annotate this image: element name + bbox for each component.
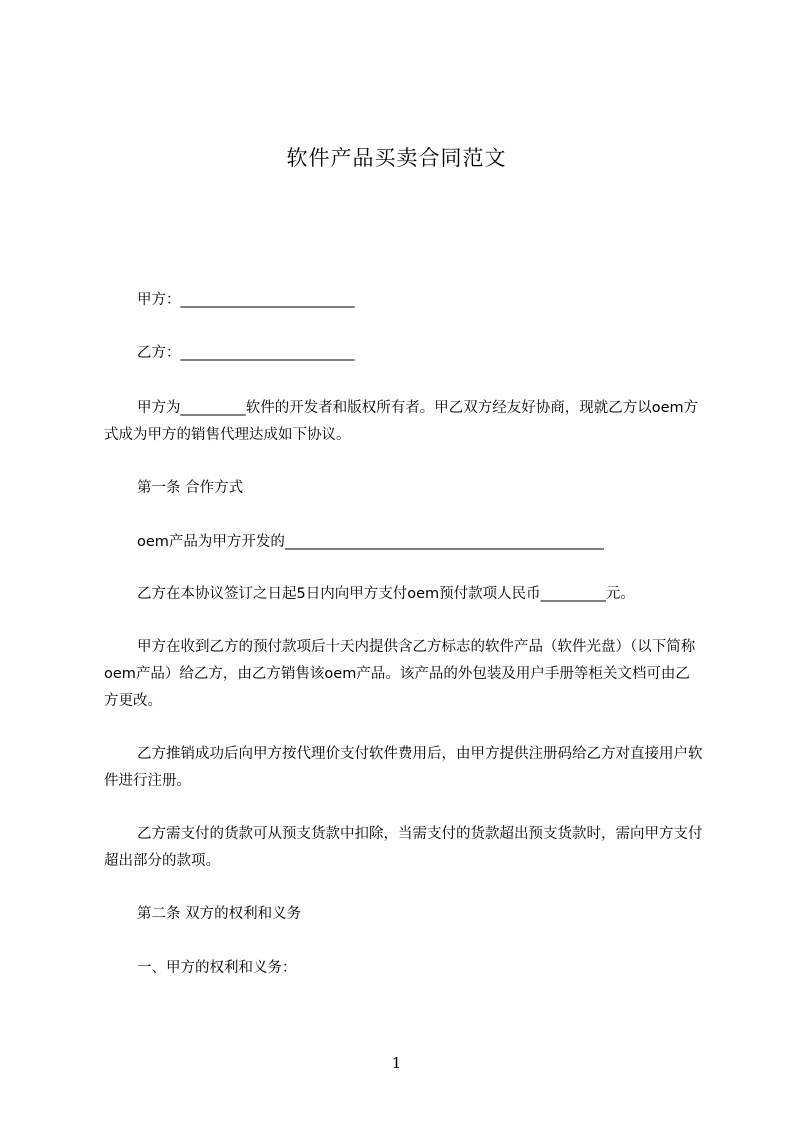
article-2-heading: 第二条 双方的权利和义务 [137, 906, 302, 922]
delivery-paragraph: 甲方在收到乙方的预付款项后十天内提供含乙方标志的软件产品（软件光盘）（以下简称oem产品）给乙方，由乙方销售该oem产品。该产品的外包装及用户手册等柜关文档可由乙方更改。 [104, 639, 696, 709]
article-1-heading: 第一条 合作方式 [137, 480, 244, 496]
party-a-line: 甲方：________________________ [137, 292, 355, 308]
party-b-line: 乙方：________________________ [137, 345, 355, 361]
registration-paragraph: 乙方推销成功后向甲方按代理价支付软件费用后，由甲方提供注册码给乙方对直接用户软件进行注册。 [104, 746, 703, 789]
payment-paragraph: 乙方需支付的货款可从预支货款中扣除，当需支付的货款超出预支货款时，需向甲方支付超出部分的款项。 [104, 826, 703, 869]
intro-paragraph: 甲方为_________软件的开发者和版权所有者。甲乙双方经友好协商，现就乙方以oem方式成为甲方的销售代理达成如下协议。 [104, 400, 699, 443]
page-number: 1 [391, 1054, 402, 1072]
oem-product-line: oem产品为甲方开发的____________________________________________ [137, 534, 604, 550]
prepayment-paragraph: 乙方在本协议签订之日起5日内向甲方支付oem预付款项人民币_________元。 [137, 586, 635, 602]
section-1-heading: 一、甲方的权利和义务： [137, 960, 297, 976]
page-title: 软件产品买卖合同范文 [286, 146, 507, 170]
